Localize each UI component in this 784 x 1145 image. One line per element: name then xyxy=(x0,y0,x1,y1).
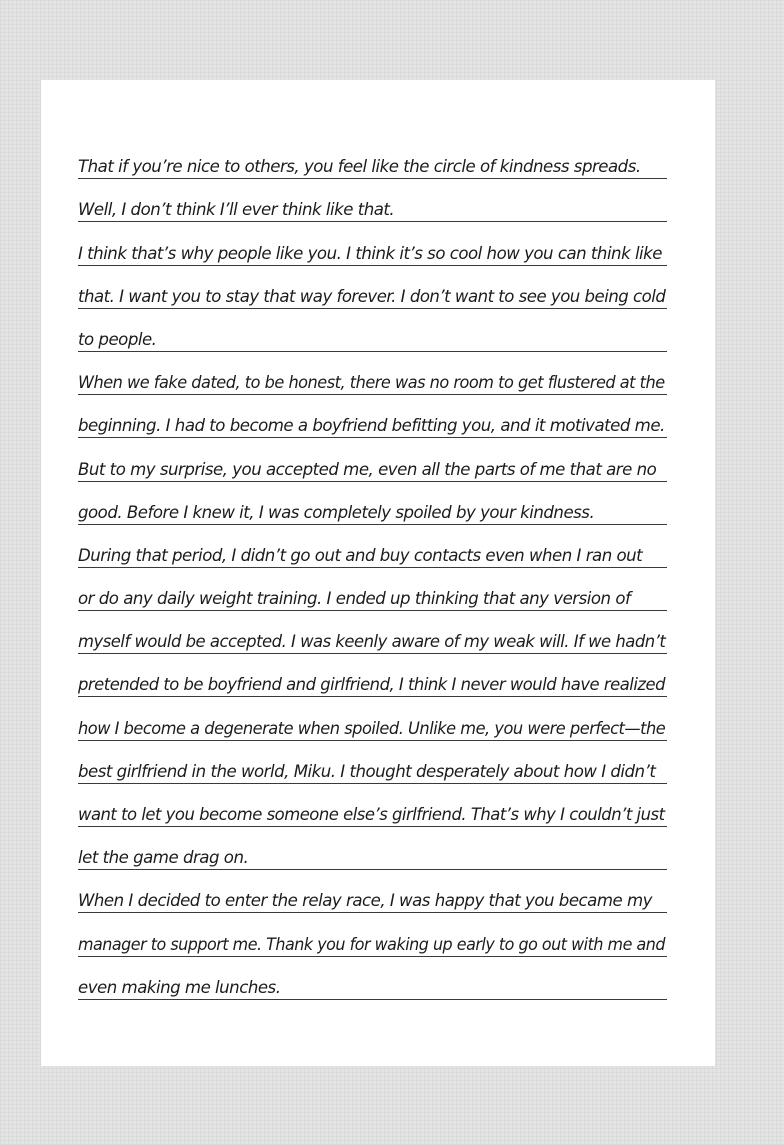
line-text: best girlfriend in the world, Miku. I thought desperately about how I didn’t xyxy=(78,761,656,781)
letter-line xyxy=(78,482,667,525)
line-text: how I become a degenerate when spoiled. Unlike me, you were perfect—the xyxy=(78,718,666,738)
letter-line xyxy=(78,784,667,827)
letter-line xyxy=(78,870,667,913)
letter-line xyxy=(78,741,667,784)
line-text: good. Before I knew it, I was completely spoiled by your kindness. xyxy=(78,502,595,522)
letter-line xyxy=(78,136,667,179)
line-text: When we fake dated, to be honest, there was no room to get flustered at the xyxy=(78,373,665,393)
line-text: want to let you become someone else’s girlfriend. That’s why I couldn’t just xyxy=(78,805,665,824)
line-text: let the game drag on. xyxy=(78,848,249,868)
letter-line xyxy=(78,309,667,352)
letter-line xyxy=(78,568,667,611)
line-text: I think that’s why people like you. I think it’s so cool how you can think like xyxy=(78,243,662,263)
letter-line xyxy=(78,957,667,1000)
line-text: myself would be accepted. I was keenly aware of my weak will. If we hadn’t xyxy=(78,632,666,652)
line-text: pretended to be boyfriend and girlfriend, I think I never would have realized xyxy=(78,675,666,695)
letter-line xyxy=(78,438,667,481)
letter-line xyxy=(78,395,667,438)
line-text: But to my surprise, you accepted me, even all the parts of me that are no xyxy=(78,459,657,479)
line-text: That if you’re nice to others, you feel like the circle of kindness spreads. xyxy=(78,157,641,177)
line-text: Well, I don’t think I’ll ever think like that. xyxy=(78,200,395,220)
line-text: to people. xyxy=(78,329,157,349)
line-text: During that period, I didn’t go out and buy contacts even when I ran out xyxy=(78,545,643,565)
letter-line xyxy=(78,352,667,395)
line-text: beginning. I had to become a boyfriend befitting you, and it motivated me. xyxy=(78,416,665,436)
line-text: that. I want you to stay that way forever. I don’t want to see you being cold xyxy=(78,286,666,306)
letter-line xyxy=(78,525,667,568)
letter-body xyxy=(78,136,667,1000)
letter-line xyxy=(78,179,667,222)
letter-line xyxy=(78,697,667,740)
line-text: manager to support me. Thank you for waking up early to go out with me and xyxy=(78,934,665,954)
letter-line xyxy=(78,654,667,697)
line-text: When I decided to enter the relay race, I was happy that you became my xyxy=(78,891,652,911)
letter-line xyxy=(78,913,667,956)
letter-line xyxy=(78,222,667,265)
letter-line xyxy=(78,266,667,309)
line-text: or do any daily weight training. I ended up thinking that any version of xyxy=(78,589,631,609)
line-text: even making me lunches. xyxy=(78,977,281,997)
letter-line xyxy=(78,611,667,654)
letter-page xyxy=(41,80,715,1066)
letter-line xyxy=(78,827,667,870)
